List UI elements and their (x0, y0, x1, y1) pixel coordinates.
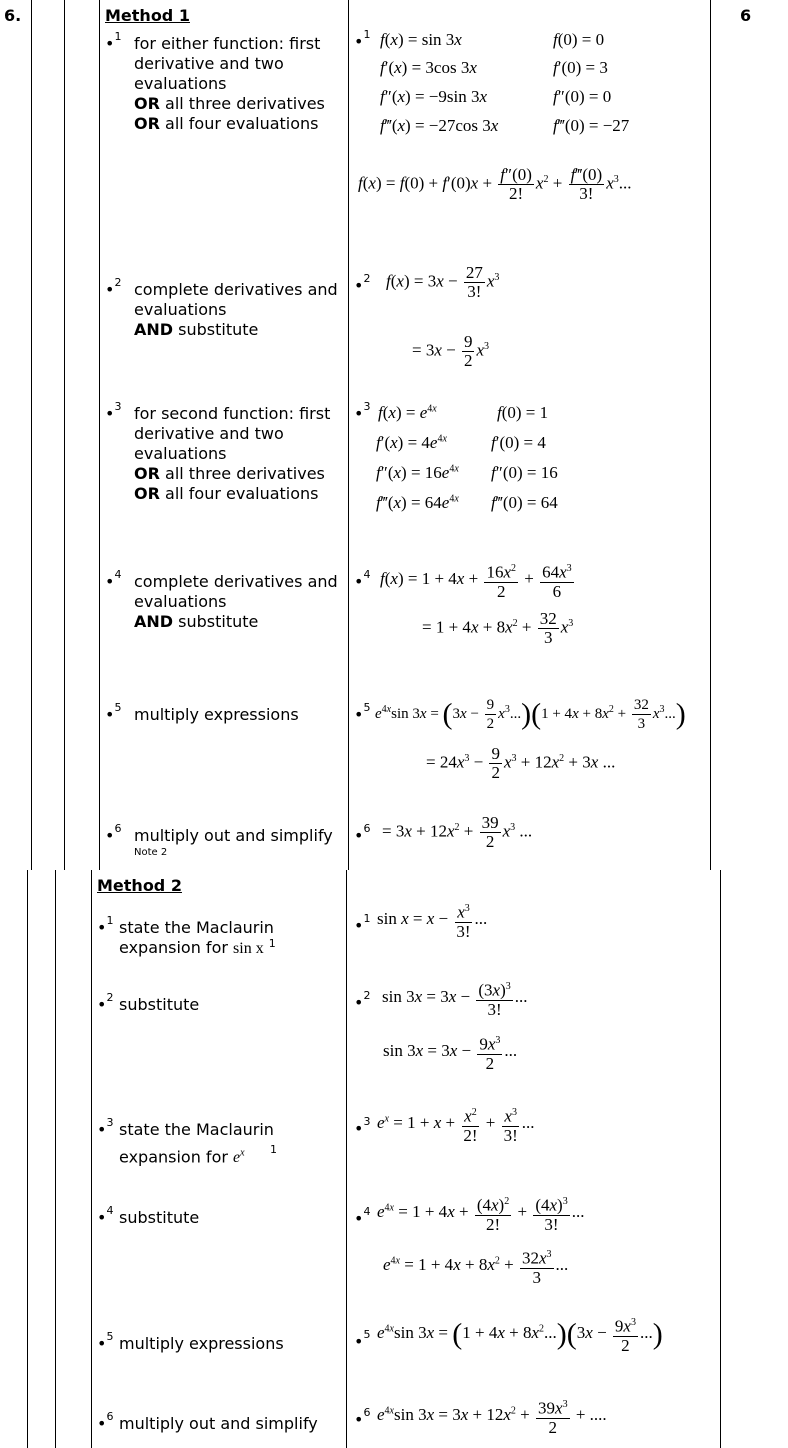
method2-step5-desc: multiply expressions (119, 1334, 284, 1353)
method1-title: Method 1 (105, 6, 190, 25)
math-gdp0: f″(0) = 16 (491, 463, 558, 482)
math-g-tprime: f‴(x) = $64e^{4x}$ (376, 493, 459, 512)
method2-title: Method 2 (97, 876, 182, 895)
method1-ans-bullet-5: •$^5$ (354, 701, 371, 724)
math2-step1: sin x = x − $\frac{x^3}{3!}$ ... (377, 900, 487, 941)
math-f-dprime: f″(x) = −9sin 3x (380, 87, 488, 106)
math-step2-b: = 3x − $\frac{9}{2}$ $x^3$ (412, 332, 490, 370)
method1-step4-desc: complete derivatives and evaluations AND substitute (134, 572, 338, 631)
method1-bullet-5: •$^5$ (105, 701, 122, 724)
math2-step2-b: sin 3x = 3x − $\frac{9x^3}{2}$ ... (383, 1032, 517, 1073)
method2-step2-desc: substitute (119, 995, 200, 1014)
math-step2-a: f(x) = 3x − $\frac{27}{3!}$ $x^3$ (386, 263, 500, 301)
math-step5-a: $e^{4x}\sin$ 3x = (3x − $\frac{9}{2}$ $x^3...)(1 + 4x + 8x^2$ + $\frac{32}{3}$ $x^3$...) (375, 697, 686, 732)
method1-step6-note: Note 2 (134, 847, 168, 858)
grid-line (55, 870, 56, 1448)
method2-step6-desc: multiply out and simplify (119, 1414, 318, 1433)
math-f-tprime: f‴(x) = −27cos 3x (380, 116, 499, 135)
grid-line (91, 870, 92, 1448)
method1-bullet-1: •$^1$ (105, 30, 122, 53)
method2-ans-bullet-6: •$^6$ (354, 1406, 371, 1429)
grid-line (720, 870, 721, 1448)
math2-step5: $e^{4x}\sin$ $3x = (1 + 4x + 8x^2...)(3x$ − $\frac{9x^3}{2}$ ...) (377, 1314, 663, 1355)
method1-ans-bullet-4: •$^4$ (354, 568, 371, 591)
method1-ans-bullet-2: •$^2$ (354, 272, 371, 295)
method2-ans-bullet-3: •$^3$ (354, 1115, 371, 1138)
method1-step2-desc: complete derivatives and evaluations AND substitute (134, 280, 338, 339)
method2-bullet-6: •$^6$ (97, 1410, 114, 1433)
math-f-def: f(x) = sin 3x (380, 30, 462, 49)
math-fdp0: f″(0) = 0 (553, 87, 612, 106)
math-step6: = $3x + 12x^2$ + $\frac{39}{2}$ $x^3$ ... (382, 813, 533, 851)
math-fp0: f′(0) = 3 (553, 58, 608, 77)
math-g-dprime: $f''(x) = 16e^{4x}$ (376, 463, 459, 482)
math2-step3: $e^x = 1 + x$ + $\frac{x^2}{2!}$ + $\frac{x^3}{3!}$ ... (377, 1104, 535, 1145)
math-g-def: $f(x) = e^{4x}$ (378, 403, 437, 422)
method2-ans-bullet-5: •$^5$ (354, 1328, 371, 1351)
method1-step1-desc: for either function: first derivative and two evaluations OR all three derivatives OR all four evaluations (134, 34, 325, 133)
math-step4-b: = $1 + 4x + 8x^2$ + $\frac{32}{3}$ $x^3$ (422, 609, 574, 647)
math-f-prime: f′(x) = 3cos 3x (380, 58, 477, 77)
math-g0: f(0) = 1 (497, 403, 549, 422)
method1-step6-desc: multiply out and simplify (134, 826, 333, 845)
method1-bullet-4: •$^4$ (105, 568, 122, 591)
math-gtp0: f‴(0) = 64 (491, 493, 558, 512)
grid-line (64, 0, 65, 870)
method2-step4-desc: substitute (119, 1208, 200, 1227)
method2-bullet-4: •$^4$ (97, 1204, 114, 1227)
method2-bullet-3: •$^3$ (97, 1116, 114, 1139)
method1-ans-bullet-3: •$^3$ (354, 400, 371, 423)
method1-step5-desc: multiply expressions (134, 705, 299, 724)
method2-step1-desc: state the Maclaurin expansion for sin x $^1$ (119, 918, 276, 957)
method2-ans-bullet-1: •$^1$ (354, 912, 371, 935)
method1-ans-bullet-1: •$^1$ (354, 28, 371, 51)
method1-bullet-6: •$^6$ (105, 822, 122, 845)
math-step4-a: f(x) = 1 + 4x + $\frac{16x^2}{2}$ + $\frac{64x^3}{6}$ (380, 560, 576, 601)
method1-bullet-2: •$^2$ (105, 276, 122, 299)
math-gp0: f′(0) = 4 (491, 433, 546, 452)
math-ftp0: f‴(0) = −27 (553, 116, 630, 135)
method2-step3-desc: state the Maclaurin expansion for $e^x$ $^1$ (119, 1120, 278, 1167)
math-step5-b: = $24x^3$ − $\frac{9}{2}$ $x^3 + 12x^2 + 3x$ ... (426, 744, 616, 782)
grid-line (31, 0, 32, 870)
method2-ans-bullet-4: •$^4$ (354, 1205, 371, 1228)
math2-step2-a: sin 3x = 3x − $\frac{(3x)^3}{3!}$ ... (382, 978, 528, 1019)
question-marks: 6 (740, 6, 752, 25)
math-f0: f(0) = 0 (553, 30, 605, 49)
math2-step4-a: $e^{4x} = 1 + 4x$ + $\frac{(4x)^2}{2!}$ + $\frac{(4x)^3}{3!}$ ... (377, 1193, 584, 1234)
math2-step6: $e^{4x}\sin$ $3x = 3x + 12x^2$ + $\frac{39x^3}{2}$ + .... (377, 1396, 607, 1437)
grid-line (710, 0, 711, 870)
method1-ans-bullet-6: •$^6$ (354, 822, 371, 845)
math2-step4-b: $e^{4x} = 1 + 4x + 8x^2$ + $\frac{32x^3}{3}$ ... (383, 1246, 568, 1287)
grid-line (27, 870, 28, 1448)
method2-bullet-5: •$^5$ (97, 1330, 114, 1353)
grid-line (99, 0, 100, 870)
method2-ans-bullet-2: •$^2$ (354, 989, 371, 1012)
grid-line (346, 870, 347, 1448)
method2-bullet-2: •$^2$ (97, 991, 114, 1014)
question-number: 6. (4, 6, 22, 25)
method1-bullet-3: •$^3$ (105, 400, 122, 423)
method1-step3-desc: for second function: first derivative and two evaluations OR all three derivatives OR all four evaluations (134, 404, 331, 503)
math-g-prime: $f'(x) = 4e^{4x}$ (376, 433, 447, 452)
math-maclaurin-general: f(x) = f(0) + f′(0)x + $\frac{f''(0)}{2!}$ $x^2$ + $\frac{f‴(0)}{3!}$ $x^3$... (358, 165, 632, 203)
method2-bullet-1: •$^1$ (97, 914, 114, 937)
grid-line (348, 0, 349, 870)
